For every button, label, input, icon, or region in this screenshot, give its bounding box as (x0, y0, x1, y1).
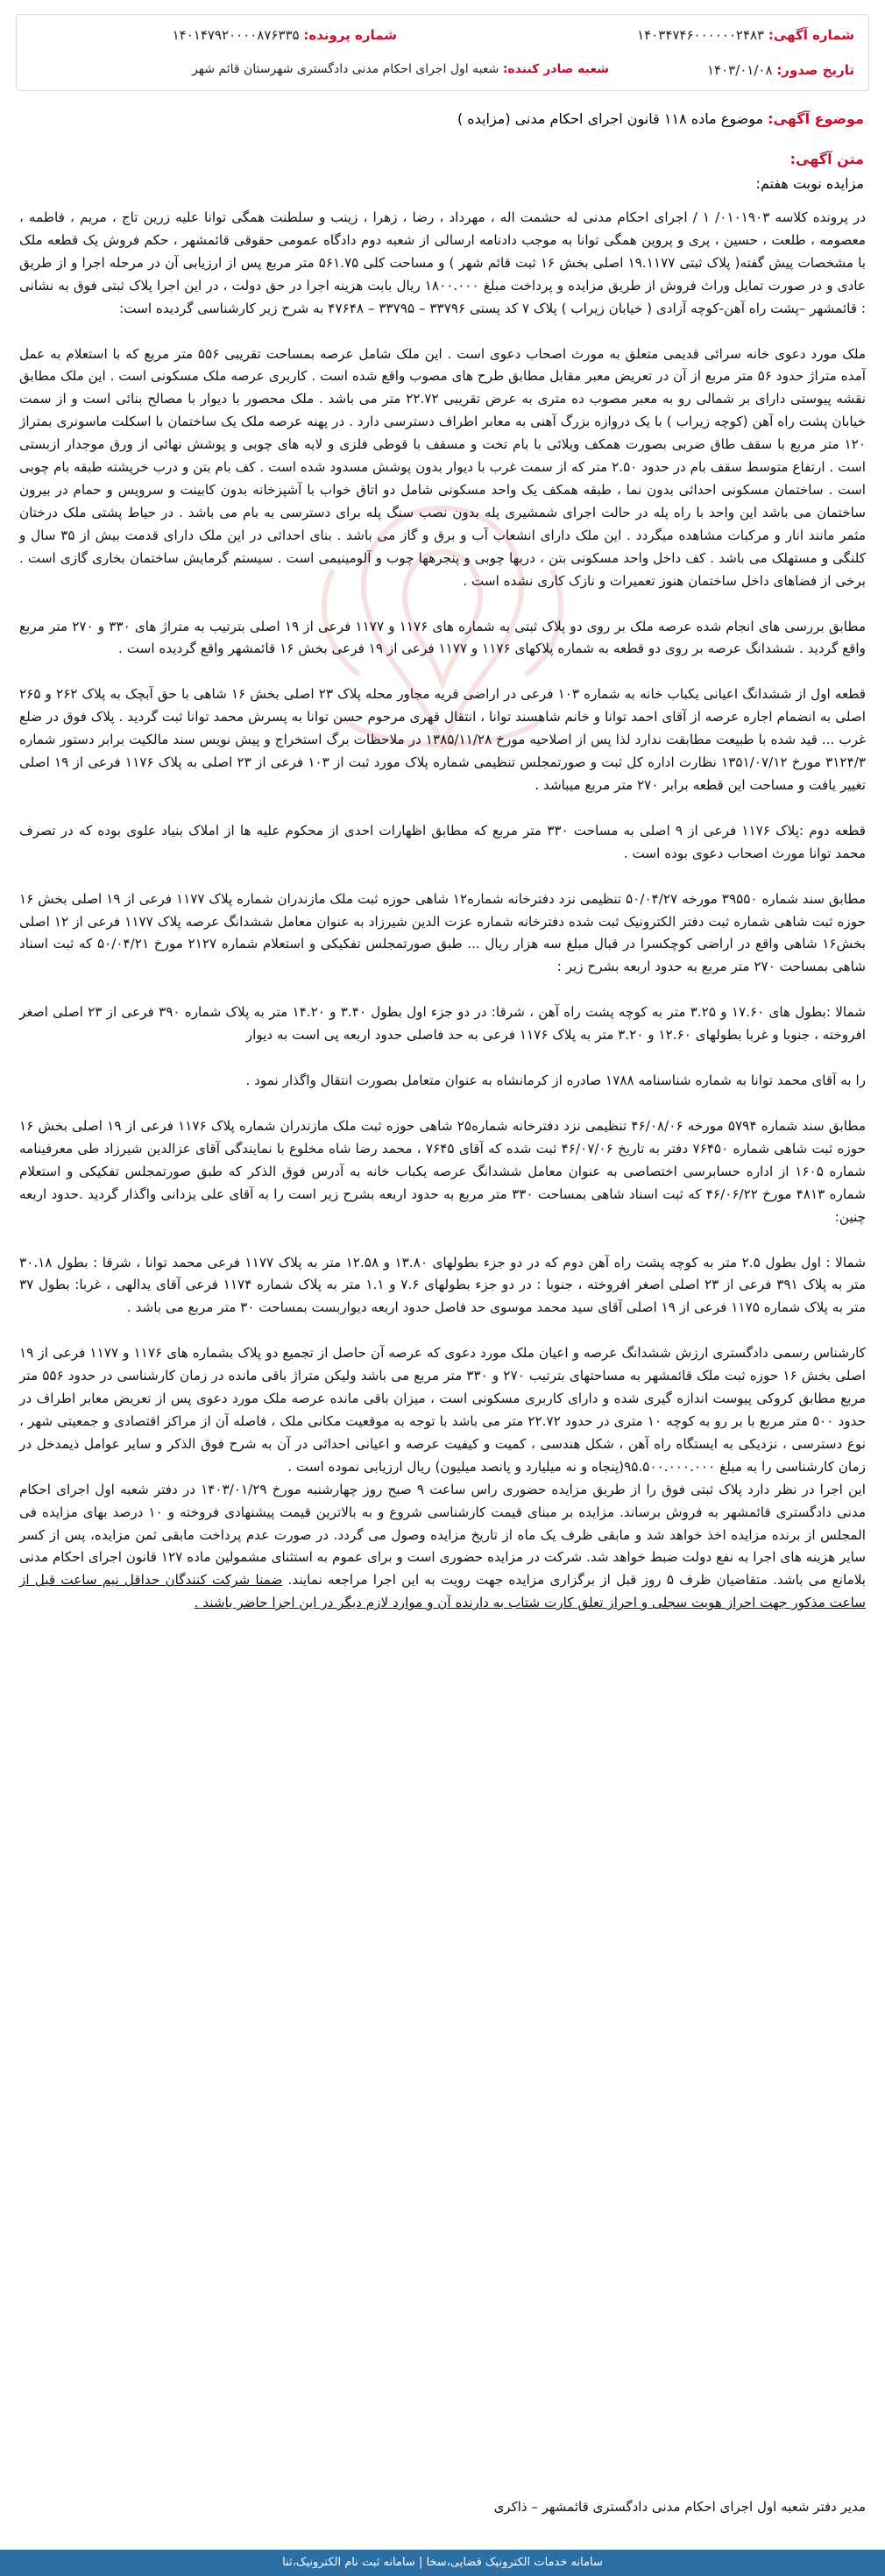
issuer: شعبه اول اجرای احکام مدنی دادگستری شهرستان قائم شهر (192, 62, 499, 76)
file-number: ۱۴۰۱۴۷۹۲۰۰۰۰۸۷۶۳۳۵ (172, 27, 300, 43)
paragraph-3: مطابق بررسی های انجام شده عرصه ملک بر روی دو پلاک ثبتی به شماره های ۱۱۷۶ و ۱۱۷۷ فرعی از ۱۹ اصلی بترتیب به متراژ های ۳۳۰ و ۲۷۰ متر مربع واقع گردید . ششدانگ عرصه بر روی دو قطعه به شماره پلاکهای ۱۱۷۶ و ۱۱۷۷ فرعی از ۱۹ فرعی بخش ۱۶ قائمشهر واقع گردیده است . (19, 618, 866, 657)
paragraph-10: شمالا : اول بطول ۲.۵ متر به کوچه پشت راه آهن دوم که در دو جزء بطولهای ۱۳.۸۰ و ۱۲.۵۸ متر به پلاک ۱۱۷۷ فرعی محمد توانا ، شرقا : بطول ۳۰.۱۸ متر به پلاک ۳۹۱ فرعی از ۲۳ اصلی اصغر افروخته ، جنوبا : در دو جزء بطولهای ۷.۶ و ۱.۱ متر به پلاک شماره ۱۱۷۴ فرعی آقای یدالهی ، غربا: بطول ۳۷ متر به پلاک شماره ۱۱۷۵ فرعی از ۱۹ اصلی آقای سید محمد موسوی حد فاصل حدود اربعه دیواربست بمساحت ۳۰ متر مربع می باشد . (19, 1254, 866, 1316)
paragraph-9: مطابق سند شماره ۵۷۹۴ مورخه ۴۶/۰۸/۰۶ تنظیمی نزد دفترخانه شماره۲۵ شاهی حوزه ثبت ملک مازندران شماره پلاک ۱۱۷۶ فرعی از ۱۹ اصلی بخش ۱۶ حوزه ثبت شاهی شماره ۷۶۴۵۰ دفتر به تاریخ ۴۶/۰۷/۰۶ ثبت شده که آقای ۷۶۴۵ ، محمد رضا شاه مخلوع با نمایندگی آقای عزالدین شیرزاد طی معرفینامه شماره ۱۶۰۵ از اداره حسابرسی اختصاصی به عنوان معامل ششدانگ عرصه یکباب خانه به آدرس فوق الذکر که طبق صورتمجلس تفکیکی و استعلام شماره ۴۸۱۳ مورخ ۴۶/۰۶/۲۲ که ثبت اسناد شاهی بمساحت ۳۳۰ متر مربع به حدود اربعه بشرح زیر است را به آقای علی یزدانی واگذار گردید .حدود اربعه چنین: (19, 1118, 866, 1225)
issuer-label: شعبه صادر کننده: (502, 62, 609, 76)
file-number-row (173, 27, 397, 43)
subject: موضوع ماده ۱۱۸ قانون اجرای احکام مدنی (مزایده ) (457, 110, 764, 127)
paragraph-1: در پرونده کلاسه ۰۱۰۱۹۰۳/ ۱ / اجرای احکام مدنی له حشمت اله ، مهرداد ، رضا ، زهرا ، زینب و سلطنت همگی توانا علیه زرین تاج ، مریم ، فاطمه ، معصومه ، طلعت ، حسین ، پری و پروین همگی توانا به موجب دادنامه ارسالی از شعبه دوم دادگاه عمومی حقوقی قائمشهر ، حکم فروش یک قطعه ملک با مشخصات پیش گفته( پلاک ثبتی ۱۹.۱۱۷۷ اصلی بخش ۱۶ ثبت قائم شهر ) و مساحت کلی ۵۶۱.۷۵ متر مربع پس از ارزیابی آن در مرحله اجرا و از طریق عادی و در صورت تمایل وراث فروش از طریق مزایده و پرداخت مبلغ ۱۸۰۰.۰۰۰ ریال بابت هزینه اجرا در حق دولت ، در این اجرا پلاک ثبتی فوق به نشانی : قائمشهر –پشت راه آهن-کوچه آزادی ( خیابان زیراب ) پلاک ۷ کد پستی ۳۳۷۹۶ – ۳۳۷۹۵ – ۴۷۶۴۸ به شرح زیر کارشناسی گردیده است: (19, 209, 866, 316)
issue-date-row (707, 62, 854, 78)
notice-number-row (637, 27, 854, 43)
paragraph-5: قطعه دوم :پلاک ۱۱۷۶ فرعی از ۹ اصلی به مساحت ۳۳۰ متر مربع که مطابق اظهارات احدی از محکوم علیه ها از املاک بنیاد علوی بوده که در تصرف محمد توانا مورث اصحاب دعوی بوده است . (19, 822, 866, 861)
final-paragraph-text: این اجرا در نظر دارد پلاک ثبتی فوق را از طریق مزایده حضوری راس ساعت ۹ صبح روز چهارشنبه مورخ ۱۴۰۳/۰۱/۲۹ در دفتر شعبه اول اجرای احکام مدنی دادگستری قائمشهر به فروش برساند. مزایده بر مبنای قیمت کارشناسی شروع و به بالاترین قیمت پیشنهادی فروخته و ۱۰ درصد بهای مزایده فی المجلس از برنده مزایده اخذ خواهد شد و مابقی ظرف یک ماه از تاریخ مزایده وصول می گردد. در صورت عدم پرداخت مابقی ثمن مزایده، پس از کسر سایر هزینه های اجرا به نفع دولت ضبط خواهد شد. شرکت در مزایده حضوری است و برای عموم به استثنای مشمولین ماده ۱۲۷ قانون اجرای احکام مدنی بلامانع می باشد. متقاضیان ظرف ۵ روز قبل از برگزاری مزایده جهت رویت به این اجرا مراجعه نمایند. (19, 1481, 866, 1589)
notice-body (19, 207, 866, 1615)
issue-date-label: تاریخ صدور: (776, 62, 854, 78)
notice-header (16, 14, 869, 91)
subject-row (457, 110, 864, 127)
notice-number: ۱۴۰۳۴۷۴۶۰۰۰۰۰۰۲۴۸۳ (637, 27, 765, 43)
text-label: متن آگهی: (789, 151, 864, 167)
notice-number-label: شماره آگهی: (768, 27, 854, 43)
footer-bar: سامانه خدمات الکترونیک قضایی،سخا | سامانه ثبت نام الکترونیک،ثنا (0, 2550, 885, 2576)
file-number-label: شماره پرونده: (303, 27, 397, 43)
final-paragraph (19, 1479, 866, 1615)
paragraph-6: مطابق سند شماره ۳۹۵۵۰ مورخه ۵۰/۰۴/۲۷ تنظیمی نزد دفترخانه شماره۱۲ شاهی حوزه ثبت ملک مازندران شماره پلاک ۱۱۷۷ فرعی از ۱۹ اصلی بخش ۱۶ حوزه ثبت شاهی شماره ثبت دفتر الکترونیک ثبت شده دفترخانه شماره عزت الدین شیرزاد به عنوان معامل ششدانگ عرصه پلاک ۱۱۷۷ فرعی از ۱۲ اصلی بخش۱۶ شاهی واقع در اراضی کوچکسرا در قبال مبلغ سه هزار ریال ... طبق صورتمجلس تفکیکی و استعلام شماره ۲۱۲۷ مورخ ۵۰/۰۴/۲۱ که ثبت اسناد شاهی بمساحت ۲۷۰ متر مربع به حدود اربعه بشرح زیر : (19, 890, 866, 975)
issuer-row (192, 62, 609, 76)
issue-date: ۱۴۰۳/۰۱/۰۸ (706, 62, 773, 78)
paragraph-4: قطعه اول از ششدانگ اعیانی یکباب خانه به شماره ۱۰۳ فرعی در اراضی قریه مجاور محله پلاک ۲۳ اصلی بخش ۱۶ شاهی با حق آبچک به پلاک ۲۶۲ و ۲۶۵ اصلی به انضمام اجاره عرصه از آقای احمد توانا و خانم شاهسند توانا ، انتقال قهری مرحوم حسن توانا به پسرش محمد توانا ثبت گردید . پلاک فوق در ضلع غرب ... قید شده با طبیعت مطابقت ندارد لذا پس از اصلاحیه مورخ ۱۳۸۵/۱۱/۲۸ در ملاحظات برگ استخراج و پیش نویس سند مالکیت برابر دستور شماره ۳۱۲۴/۳ مورخ ۱۳۵۱/۰۷/۱۲ نظارت اداره کل ثبت و صورتمجلس تنظیمی شماره پلاک مورد ثبت از ۱۰۳ فرعی از ۲۳ اصلی به پلاک ۱۱۷۶ فرعی از ۱۹ اصلی تغییر یافت و مساحت این قطعه برابر ۲۷۰ متر مربع میباشد . (19, 686, 867, 793)
text-label-row (790, 151, 864, 167)
paragraph-8: را به آقای محمد توانا به شماره شناسنامه ۱۷۸۸ صادره از کرمانشاه به عنوان متعامل بصورت انتقال واگذار نمود . (245, 1072, 866, 1089)
paragraph-7: شمالا :بطول های ۱۷.۶۰ و ۳.۲۵ متر به کوچه پشت راه آهن ، شرقا: در دو جزء اول بطول ۳.۴۰ و ۱۴.۲۰ متر به پلاک شماره ۳۹۰ فرعی از ۲۳ اصلی اصغر افروخته ، جنوبا و غربا بطولهای ۱۲.۶۰ و ۳.۲۰ متر به پلاک ۱۱۷۶ فرعی به حد فاصلی حدود اربعه پی است به دیوار (19, 1004, 866, 1044)
text-title: مزایده نوبت هفتم: (755, 175, 864, 192)
final-underlined-text: ضمنا شرکت کنندگان حداقل نیم ساعت قبل از ساعت مذکور جهت احراز هویت سجلی و احراز تعلق کارت شتاب به دارنده آن و موارد لازم دیگر در این اجرا حاضر باشند . (19, 1572, 866, 1611)
subject-label: موضوع آگهی: (768, 110, 864, 127)
paragraph-11: کارشناس رسمی دادگستری ارزش ششدانگ عرصه و اعیان ملک مورد دعوی که عرصه آن حاصل از تجمیع دو پلاک بشماره های ۱۱۷۶ و ۱۱۷۷ فرعی از ۱۹ اصلی بخش ۱۶ حوزه ثبت ملک قائمشهر به مساحتهای بترتیب ۲۷۰ و ۳۳۰ متر مربع می باشد ولیکن متراژ باقی مانده در زمان کارشناسی در حدود ۵۵۶ متر مربع مطابق کروکی پیوست اندازه گیری شده و دارای کاربری مسکونی است ، میزان باقی مانده عرصه ملک مورد دعوی پس از تعریض معابر اطراف در حدود ۵۰۰ متر مربع با بر رو به کوچه ۱۰ متری در حدود ۲۲.۷۲ متر می باشد با توجه به موقعیت مکانی ملک ، فاصله آن از مراکز اقتصادی و جمعیتی شهر ، نوع دسترسی ، نزدیکی به ایستگاه راه آهن ، شکل هندسی ، کمیت و کیفیت عرصه و اعیانی احداثی در آن به شرح فوق الذکر و سایر عوامل ذیمدخل در زمان کارشناسی را به مبلغ ۹۵.۵۰۰.۰۰۰.۰۰۰(پنجاه و نه میلیارد و پانصد میلیون) ریال ارزیابی نموده است . (19, 1345, 866, 1475)
paragraph-2: ملک مورد دعوی خانه سرائی قدیمی متعلق به مورث اصحاب دعوی است . این ملک شامل عرصه بمساحت تقریبی ۵۵۶ متر مربع که با استعلام به عمل آمده متراژ حدود ۵۶ متر مربع از آن در تعریض معبر مقابل مطابق طرح های مصوب واقع شده است . کاربری عرصه ملک مسکونی است . این ملک مطابق نقشه پیوستی دارای بر شمالی رو به معبر مصوب ده متری به عرض تقریبی ۲۲.۷۲ متر می باشد . ملک محصور با دیوار با مصالح بنائی است و از سمت خیابان پشت راه آهن (کوچه زیراب ) با یک دروازه بزرگ آهنی به معابر اطراف دسترسی دارد . در پهنه عرصه ملک یک ساختمان با اسکلت ماسونری بمتراژ ۱۲۰ متر مربع با سقف طاق ضربی بصورت همکف ویلائی با بام تخت و مسقف با قوطی فلزی و لایه های چوبی و پوشش نهائی از ورق موجدار ازبستی است . ارتفاع متوسط سقف بام در حدود ۲.۵۰ متر که از سمت غرب با دیوار بدون پوشش مسدود شده است . کف بام بتن و درب خرپشته طبقه بام چوبی است . ساختمان مسکونی احداثی بدون نما ، طبقه همکف یک واحد مسکونی شامل دو اتاق خواب با آشپزخانه بدون کابینت و سرویس و حمام در بیرون ساختمان می باشد این واحد با راه پله در حالت اجرای شمشیری پله بدون نصب سنگ پله برای دسترسی به بام می باشد . در حیاط پشتی ملک درختان مثمر مانند انار و مرکبات مشاهده میگردد . این ملک دارای انشعاب آب و برق و گاز می باشد . بنای احداثی در این ملک دارای قدمت بیش از ۳۵ سال و کلنگی و مستهلک می باشد . کف داخل واحد مسکونی بتن ، دربها چوبی و پنجرهها چوب و آلومینیمی است . سیستم گرمایش ساختمان بخاری گازی است . برخی از فضاهای داخل ساختمان هنوز تعمیرات و نازک کاری نشده است . (19, 345, 867, 589)
text-title-row (755, 175, 864, 192)
signature: مدیر دفتر شعبه اول اجرای احکام مدنی دادگستری قائمشهر – ذاکری (493, 2499, 866, 2515)
